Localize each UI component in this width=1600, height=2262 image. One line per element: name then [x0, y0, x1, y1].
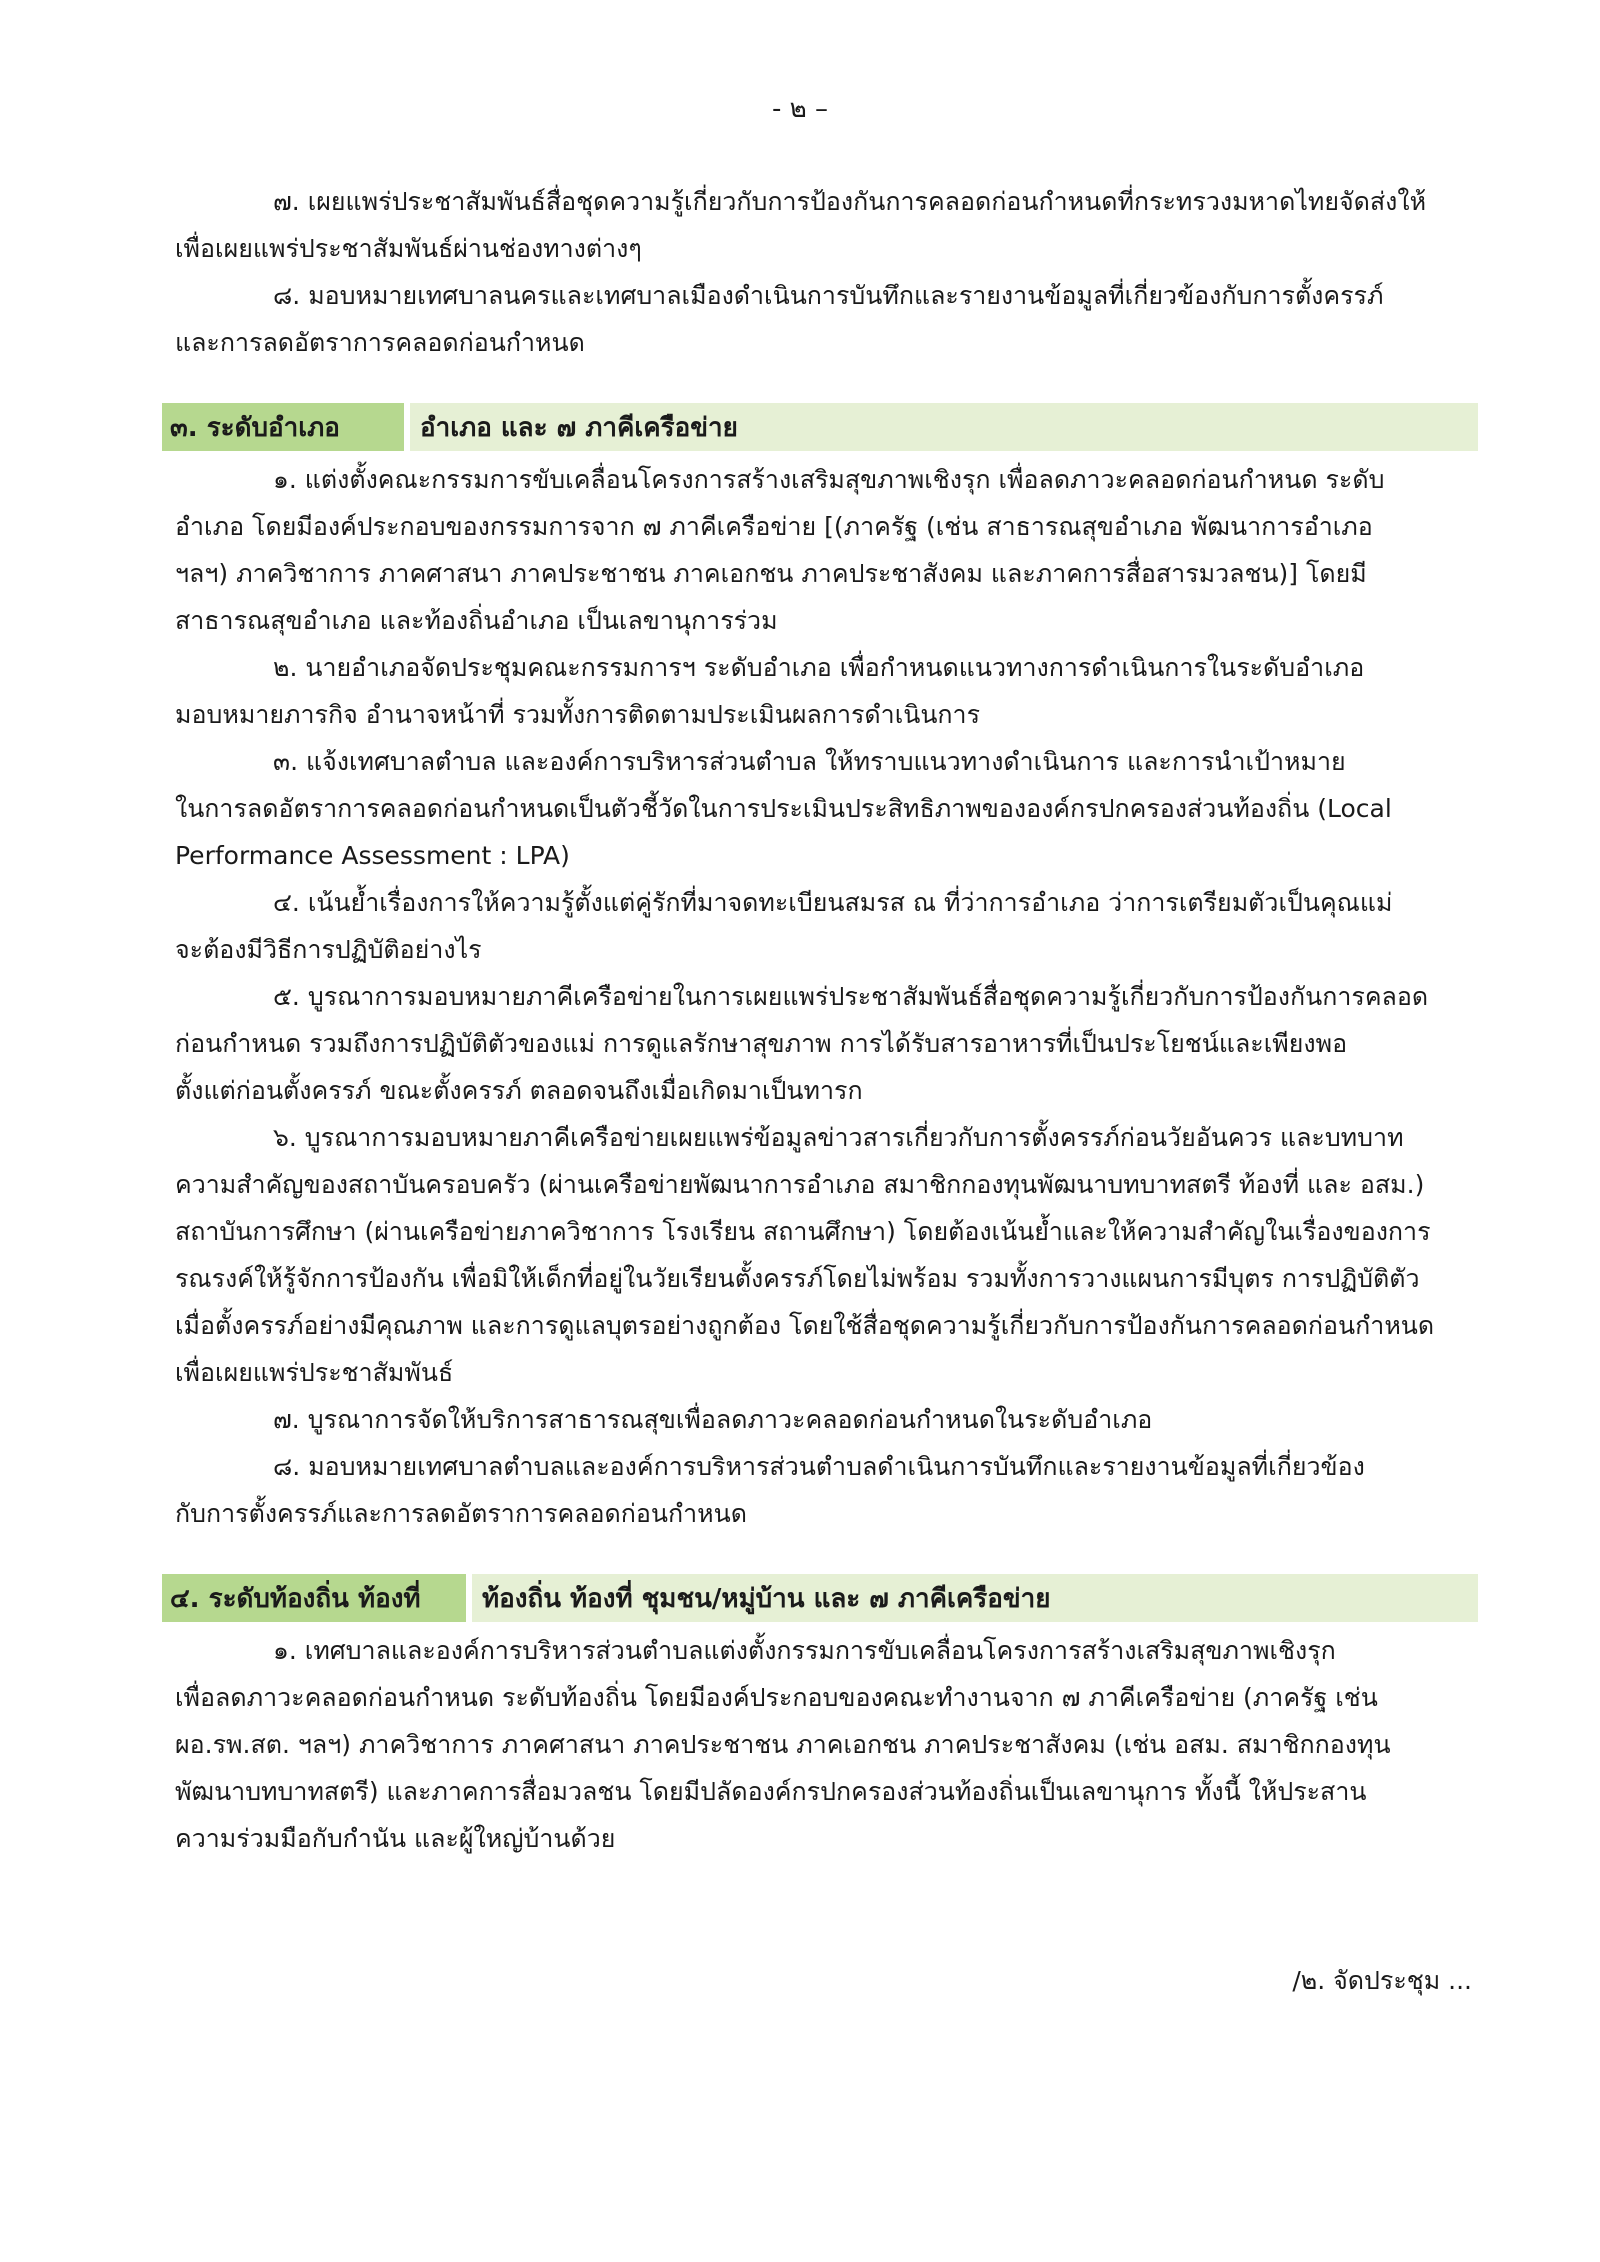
section-header-local	[162, 1574, 1478, 1622]
item-line: เพื่อเผยแพร่ประชาสัมพันธ์	[175, 1358, 454, 1387]
item-line: จะต้องมีวิธีการปฏิบัติอย่างไร	[175, 935, 482, 964]
district-item-6	[175, 1114, 1475, 1396]
item-line: ก่อนกำหนด รวมถึงการปฏิบัติตัวของแม่ การดูแลรักษาสุขภาพ การได้รับสารอาหารที่เป็นประโยชน์และเพียงพอ	[175, 1029, 1348, 1058]
item-line: ในการลดอัตราการคลอดก่อนกำหนดเป็นตัวชี้วัดในการประเมินประสิทธิภาพขององค์กรปกครองส่วนท้องถิ่น (Local	[175, 794, 1392, 823]
item-number: ๑.	[273, 1636, 297, 1665]
item-line: มอบหมายเทศบาลตำบลและองค์การบริหารส่วนตำบลดำเนินการบันทึกและรายงานข้อมูลที่เกี่ยวข้อง	[308, 1452, 1365, 1481]
district-item-1	[175, 456, 1475, 644]
item-line: แจ้งเทศบาลตำบล และองค์การบริหารส่วนตำบล ให้ทราบแนวทางดำเนินการ และการนำเป้าหมาย	[306, 747, 1346, 776]
item-number: ๖.	[273, 1123, 297, 1152]
item-line: ฯลฯ) ภาควิชาการ ภาคศาสนา ภาคประชาชน ภาคเอกชน ภาคประชาสังคม และภาคการสื่อสารมวลชน)] โดยมี	[175, 559, 1367, 588]
item-line: เพื่อลดภาวะคลอดก่อนกำหนด ระดับท้องถิ่น โดยมีองค์ประกอบของคณะทำงานจาก ๗ ภาคีเครือข่าย (ภาครัฐ เช่น	[175, 1683, 1378, 1712]
top-item-7	[175, 178, 1475, 272]
item-line: รณรงค์ให้รู้จักการป้องกัน เพื่อมิให้เด็กที่อยู่ในวัยเรียนตั้งครรภ์โดยไม่พร้อม รวมทั้งการวางแผนการมีบุตร การปฏิบัติตัว	[175, 1264, 1420, 1293]
item-line: เพื่อเผยแพร่ประชาสัมพันธ์ผ่านช่องทางต่างๆ	[175, 234, 642, 263]
item-line: เผยแพร่ประชาสัมพันธ์สื่อชุดความรู้เกี่ยวกับการป้องกันการคลอดก่อนกำหนดที่กระทรวงมหาดไทยจัดส่งให้	[307, 187, 1427, 216]
section-description: ท้องถิ่น ท้องที่ ชุมชน/หมู่บ้าน และ ๗ ภาคีเครือข่าย	[472, 1574, 1478, 1622]
item-line: บูรณาการมอบหมายภาคีเครือข่ายในการเผยแพร่ประชาสัมพันธ์สื่อชุดความรู้เกี่ยวกับการป้องกันการคลอด	[307, 982, 1429, 1011]
item-line: เมื่อตั้งครรภ์อย่างมีคุณภาพ และการดูแลบุตรอย่างถูกต้อง โดยใช้สื่อชุดความรู้เกี่ยวกับการป้องกันการคลอดก่อนกำหนด	[175, 1311, 1435, 1340]
item-number: ๗.	[273, 187, 300, 216]
item-number: ๒.	[273, 653, 298, 682]
item-line: ผอ.รพ.สต. ฯลฯ) ภาควิชาการ ภาคศาสนา ภาคประชาชน ภาคเอกชน ภาคประชาสังคม (เช่น อสม. สมาชิกกองทุน	[175, 1730, 1391, 1759]
district-item-5	[175, 973, 1475, 1114]
section-label: ๔. ระดับท้องถิ่น ท้องที่	[162, 1574, 466, 1622]
item-line: นายอำเภอจัดประชุมคณะกรรมการฯ ระดับอำเภอ เพื่อกำหนดแนวทางการดำเนินการในระดับอำเภอ	[305, 653, 1365, 682]
continuation-note: /๒. จัดประชุม ...	[1292, 1966, 1472, 1995]
item-line: มอบหมายเทศบาลนครและเทศบาลเมืองดำเนินการบันทึกและรายงานข้อมูลที่เกี่ยวข้องกับการตั้งครรภ์	[308, 281, 1384, 310]
district-item-3	[175, 738, 1475, 879]
item-line: สถาบันการศึกษา (ผ่านเครือข่ายภาควิชาการ โรงเรียน สถานศึกษา) โดยต้องเน้นย้ำและให้ความสำคัญในเรื่องของการ	[175, 1217, 1431, 1246]
local-item-1	[175, 1627, 1475, 1862]
page-number: - ๒ –	[771, 94, 829, 124]
section-description: อำเภอ และ ๗ ภาคีเครือข่าย	[410, 403, 1478, 451]
item-line: อำเภอ โดยมีองค์ประกอบของกรรมการจาก ๗ ภาคีเครือข่าย [(ภาครัฐ (เช่น สาธารณสุขอำเภอ พัฒนาการอำเภอ	[175, 512, 1373, 541]
district-item-2	[175, 644, 1475, 738]
item-line: แต่งตั้งคณะกรรมการขับเคลื่อนโครงการสร้างเสริมสุขภาพเชิงรุก เพื่อลดภาวะคลอดก่อนกำหนด ระดับ	[304, 465, 1385, 494]
item-line: เน้นย้ำเรื่องการให้ความรู้ตั้งแต่คู่รักที่มาจดทะเบียนสมรส ณ ที่ว่าการอำเภอ ว่าการเตรียมตัวเป็นคุณแม่	[307, 888, 1393, 917]
section-label: ๓. ระดับอำเภอ	[162, 403, 404, 451]
item-line: บูรณาการจัดให้บริการสาธารณสุขเพื่อลดภาวะคลอดก่อนกำหนดในระดับอำเภอ	[307, 1405, 1153, 1434]
top-item-8	[175, 272, 1475, 366]
item-number: ๓.	[273, 747, 299, 776]
item-number: ๔.	[273, 888, 300, 917]
item-number: ๕.	[273, 982, 300, 1011]
item-line: ความสำคัญของสถาบันครอบครัว (ผ่านเครือข่ายพัฒนาการอำเภอ สมาชิกกองทุนพัฒนาบทบาทสตรี ท้องที่ และ อสม.)	[175, 1170, 1425, 1199]
item-line: กับการตั้งครรภ์และการลดอัตราการคลอดก่อนกำหนด	[175, 1499, 747, 1528]
item-line: ความร่วมมือกับกำนัน และผู้ใหญ่บ้านด้วย	[175, 1824, 616, 1853]
item-number: ๑.	[273, 465, 297, 494]
item-line: สาธารณสุขอำเภอ และท้องถิ่นอำเภอ เป็นเลขานุการร่วม	[175, 606, 778, 635]
item-line: ตั้งแต่ก่อนตั้งครรภ์ ขณะตั้งครรภ์ ตลอดจนถึงเมื่อเกิดมาเป็นทารก	[175, 1076, 863, 1105]
item-line: Performance Assessment : LPA)	[175, 841, 570, 870]
item-line: บูรณาการมอบหมายภาคีเครือข่ายเผยแพร่ข้อมูลข่าวสารเกี่ยวกับการตั้งครรภ์ก่อนวัยอันควร และบทบาท	[304, 1123, 1404, 1152]
item-number: ๘.	[273, 1452, 301, 1481]
item-line: เทศบาลและองค์การบริหารส่วนตำบลแต่งตั้งกรรมการขับเคลื่อนโครงการสร้างเสริมสุขภาพเชิงรุก	[304, 1636, 1336, 1665]
district-item-4	[175, 879, 1475, 973]
item-line: มอบหมายภารกิจ อำนาจหน้าที่ รวมทั้งการติดตามประเมินผลการดำเนินการ	[175, 700, 981, 729]
item-number: ๗.	[273, 1405, 300, 1434]
section-header-district	[162, 403, 1478, 451]
item-line: และการลดอัตราการคลอดก่อนกำหนด	[175, 328, 585, 357]
item-number: ๘.	[273, 281, 301, 310]
district-item-8	[175, 1443, 1475, 1537]
district-item-7	[175, 1396, 1475, 1443]
item-line: พัฒนาบทบาทสตรี) และภาคการสื่อมวลชน โดยมีปลัดองค์กรปกครองส่วนท้องถิ่นเป็นเลขานุการ ทั้งนี้ ให้ประสาน	[175, 1777, 1367, 1806]
